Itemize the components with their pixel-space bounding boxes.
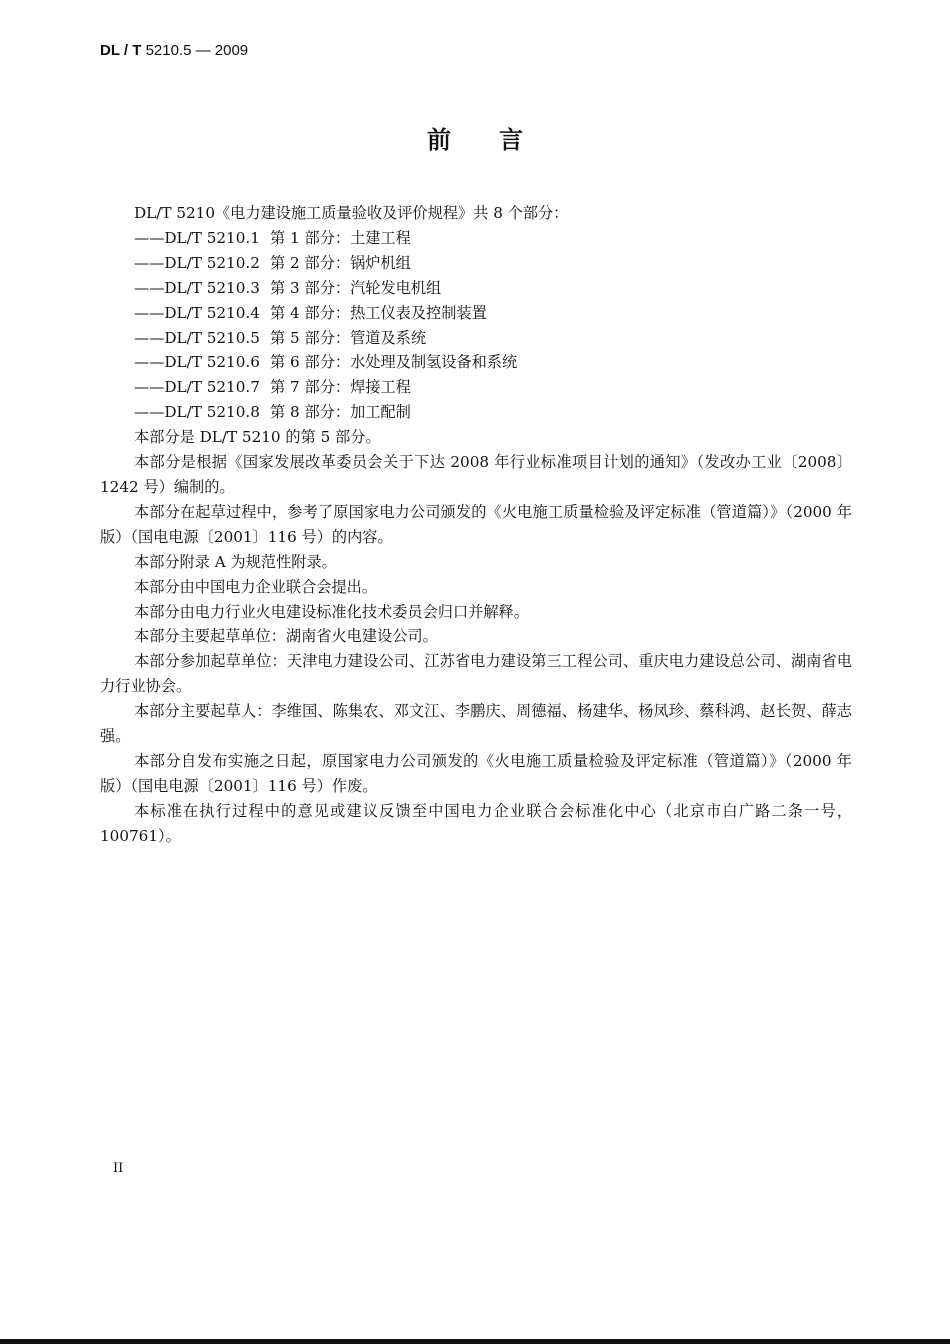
page-number: II	[113, 1161, 124, 1176]
part-list-item	[100, 375, 852, 400]
bottom-border	[0, 1339, 950, 1344]
title-char-2: 言	[499, 126, 523, 154]
foreword-body	[100, 201, 852, 849]
part-list-item	[100, 400, 852, 425]
paragraph-reference: 本部分在起草过程中，参考了原国家电力公司颁发的《火电施工质量检验及评定标准（管道篇）》（2000 年版）（国电电源〔2001〕116 号）的内容。	[100, 502, 852, 546]
part-name: 第 6 部分：水处理及制氢设备和系统	[270, 353, 518, 372]
intro-paragraph: DL/T 5210《电力建设施工质量验收及评价规程》共 8 个部分：	[134, 204, 569, 222]
part-list-item	[100, 226, 852, 251]
part-code: ——DL/T 5210.1	[134, 228, 260, 247]
part-name: 第 8 部分：加工配制	[270, 403, 411, 422]
part-list-item	[100, 276, 852, 301]
paragraph-part-number: 本部分是 DL/T 5210 的第 5 部分。	[134, 428, 381, 447]
part-list-item	[100, 301, 852, 326]
standard-code: DL / T	[100, 42, 142, 59]
paragraph-proposer: 本部分由中国电力企业联合会提出。	[134, 577, 377, 596]
part-list-item	[100, 326, 852, 351]
part-code: ——DL/T 5210.2	[134, 253, 260, 272]
paragraph-drafters: 本部分主要起草人：李维国、陈集农、邓文江、李鹏庆、周德福、杨建华、杨凤珍、蔡科鸿、赵长贺、薛志强。	[100, 702, 852, 746]
part-code: ——DL/T 5210.7	[134, 378, 260, 397]
part-name: 第 3 部分：汽轮发电机组	[270, 278, 442, 297]
paragraph-participating-units: 本部分参加起草单位：天津电力建设公司、江苏省电力建设第三工程公司、重庆电力建设总公司、湖南省电力行业协会。	[100, 652, 852, 696]
part-code: ——DL/T 5210.6	[134, 353, 260, 372]
standard-number: 5210.5 — 2009	[145, 42, 249, 59]
paragraph-supersedes: 本部分自发布实施之日起，原国家电力公司颁发的《火电施工质量检验及评定标准（管道篇）》（2000 年版）（国电电源〔2001〕116 号）作废。	[100, 751, 852, 795]
part-name: 第 7 部分：焊接工程	[270, 378, 411, 397]
part-code: ——DL/T 5210.4	[134, 303, 260, 322]
part-name: 第 1 部分：土建工程	[270, 228, 411, 247]
title-char-1: 前	[427, 126, 451, 154]
paragraph-appendix: 本部分附录 A 为规范性附录。	[134, 552, 337, 571]
paragraph-main-drafting-unit: 本部分主要起草单位：湖南省火电建设公司。	[134, 627, 438, 646]
part-name: 第 2 部分：锅炉机组	[270, 253, 411, 272]
standard-header	[100, 42, 248, 59]
paragraph-basis: 本部分是根据《国家发展改革委员会关于下达 2008 年行业标准项目计划的通知》（发改办工业〔2008〕1242 号）编制的。	[100, 453, 852, 496]
part-name: 第 4 部分：热工仪表及控制装置	[270, 303, 487, 322]
part-list-item	[100, 350, 852, 375]
paragraph-feedback: 本标准在执行过程中的意见或建议反馈至中国电力企业联合会标准化中心（北京市白广路二条一号，100761）。	[100, 801, 852, 845]
part-code: ——DL/T 5210.8	[134, 403, 260, 422]
part-list-item	[100, 251, 852, 276]
part-code: ——DL/T 5210.5	[134, 328, 260, 347]
page-title	[0, 120, 950, 155]
part-name: 第 5 部分：管道及系统	[270, 328, 427, 347]
paragraph-administrator: 本部分由电力行业火电建设标准化技术委员会归口并解释。	[134, 602, 529, 621]
part-code: ——DL/T 5210.3	[134, 278, 260, 297]
